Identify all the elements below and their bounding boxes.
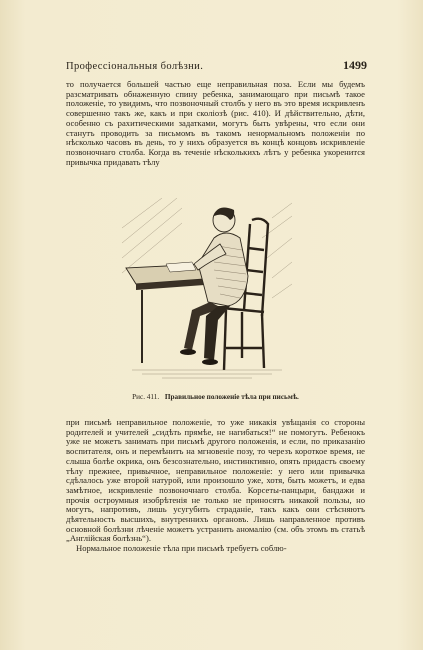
- figure-label: Рис. 411.: [132, 393, 160, 401]
- body-text-bottom: [66, 418, 365, 554]
- body-text-top: [66, 80, 365, 167]
- paragraph: то получается большей частью еще неправильная поза. Если мы будемъ разсматривать обнаженную спину ребенка, занимающаго при письмѣ такое положеніе, то увидимъ, что позвоночный столбъ у него въ это время искривленъ совершенно такъ же, какъ и при сколіозѣ (рис. 410). И дѣйствительно, дѣти, особенно съ рахитическими задатками, могутъ быть увѣрены, что если они станутъ проводить за письмомъ въ такомъ ненормальномъ положеніи по нѣсколько часовъ въ день, то у нихъ образуется въ концѣ концовъ искривленіе позвоночнаго столба. Когда въ теченіе нѣсколькихъ лѣтъ у ребенка укоренится привычка придавать тѣлу: [66, 79, 365, 167]
- figure-caption: [66, 393, 365, 401]
- running-header: [66, 58, 367, 72]
- running-title: Профессіональныя болѣзни.: [66, 61, 204, 72]
- paragraph: Нормальное положеніе тѣла при письмѣ требуетъ соблю-: [76, 543, 287, 554]
- figure-caption-text: Правильное положеніе тѣла при письмѣ.: [164, 393, 299, 401]
- paragraph: при письмѣ неправильное положеніе, то уже никакія увѣщанія со стороны родителей и учителей „сидѣть прямѣе, не нагибаться!“ не помогутъ. Ребенокъ уже не можетъ занимать при письмѣ другого положенія, и если, по приказанію воспитателя, онъ и перемѣнитъ на мгновеніе позу, то черезъ короткое время, не слыша болѣе окрика, онъ безсознательно, инстинктивно, опять придастъ своему тѣлу прежнее, привычное, неправильное положеніе: у него или привычка сдѣлалось уже второй натурой, или произошло уже, хотя, быть можетъ, и едва замѣтное, искривленіе позвоночнаго столба. Корсеты-панцыри, бандажи и прочія остроумныя изобрѣтенія не только не приносятъ никакой пользы, но могутъ, напротивъ, лишь усугубить страданіе, такъ какъ они стѣсняютъ дѣятельность высшихъ, внутреннихъ органовъ. Лишь направленное противъ основной болѣзни лѣченіе можетъ устранить аномалію (см. объ этомъ въ статьѣ „Англійская болѣзнь“).: [66, 417, 365, 544]
- illustration-boy-writing-at-desk: [122, 198, 292, 380]
- page-number: 1499: [343, 58, 367, 72]
